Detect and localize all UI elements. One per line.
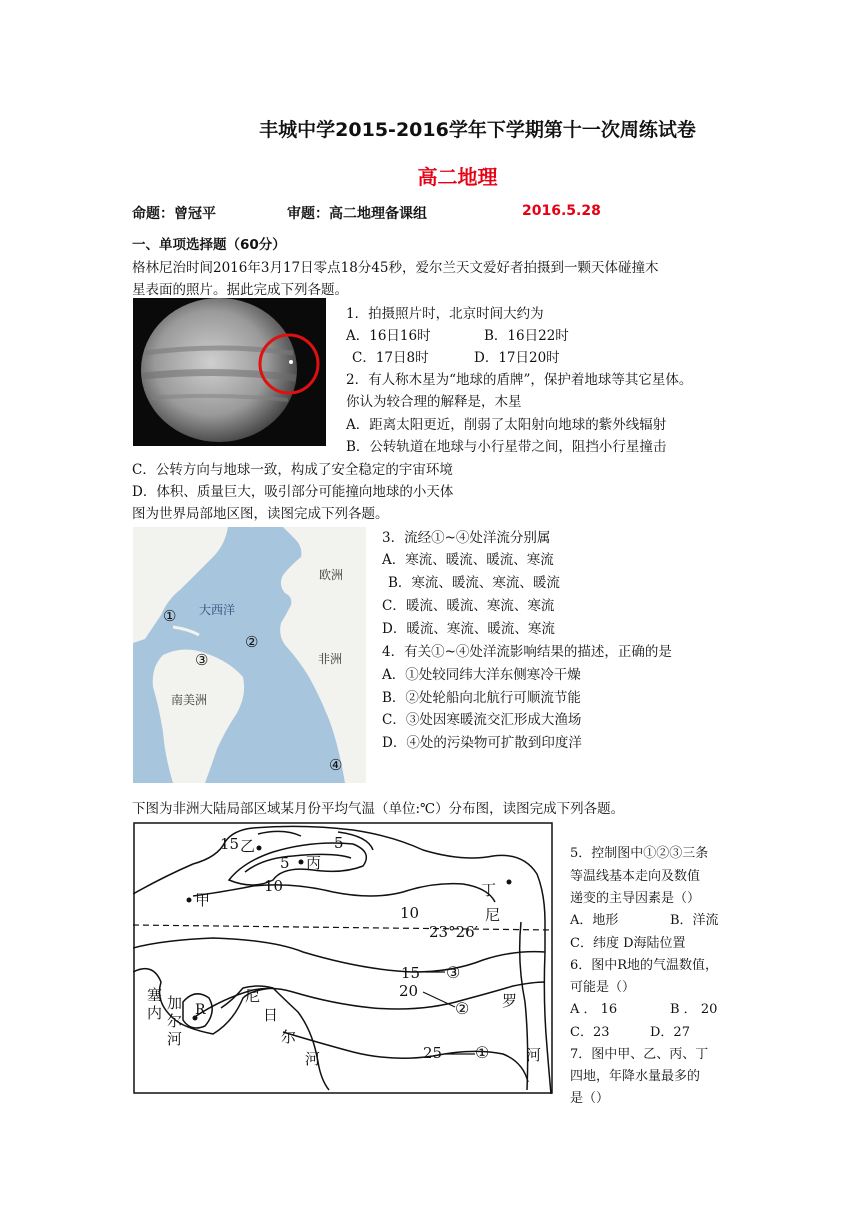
intro-text: 星表面的照片。据此完成下列各题。 xyxy=(132,282,348,298)
q5-stem: 5．控制图中①②③三条 xyxy=(570,846,709,861)
current-marker-4: ④ xyxy=(329,756,343,774)
q2-option-c: C．公转方向与地球一致，构成了安全稳定的宇宙环境 xyxy=(132,462,453,478)
atlantic-label: 大西洋 xyxy=(199,603,236,617)
q4-option-d: D．④处的污染物可扩散到印度洋 xyxy=(382,735,582,751)
isotherm-marker-1: ① xyxy=(475,1043,490,1062)
nile-label: 河 xyxy=(526,1046,542,1064)
tropic-label: 23°26′ xyxy=(429,923,479,941)
senegal-label: 河 xyxy=(167,1030,183,1048)
senegal-label: 尔 xyxy=(167,1012,183,1030)
jupiter-photo xyxy=(133,298,326,446)
isotherm-marker-2: ② xyxy=(455,999,470,1018)
subject-title: 高二地理 xyxy=(417,165,498,189)
isotherm-label: 5 xyxy=(280,854,290,872)
isotherm-label: 10 xyxy=(264,877,284,895)
africa-label: 非洲 xyxy=(318,652,343,666)
q6-stem: 可能是（） xyxy=(570,980,636,995)
current-marker-3: ③ xyxy=(195,651,209,669)
q2-stem: 2．有人称木星为“地球的盾牌”，保护着地球等其它星体。 xyxy=(346,372,693,388)
nile-label: 罗 xyxy=(502,992,518,1010)
current-marker-1: ① xyxy=(163,607,177,625)
q5-option-a: A．地形 xyxy=(570,913,619,928)
isotherm-label: 15 xyxy=(401,964,421,982)
senegal-label: 内 xyxy=(147,1004,163,1022)
q7-stem: 是（） xyxy=(570,1091,610,1106)
q2-option-b: B．公转轨道在地球与小行星带之间，阻挡小行星撞击 xyxy=(346,439,667,455)
q1-stem: 1．拍摄照片时，北京时间大约为 xyxy=(346,306,544,322)
q6-option-c: C．23 xyxy=(570,1025,610,1040)
africa-isotherm-map xyxy=(133,822,553,1094)
q6-option-d: D．27 xyxy=(650,1025,690,1040)
q3-option-c: C．暖流、暖流、寒流、寒流 xyxy=(382,598,555,614)
q6-option-b: B ． 20 xyxy=(670,1002,718,1017)
isotherm-label: 5 xyxy=(334,834,344,852)
q5-option-cd: C．纬度 D海陆位置 xyxy=(570,936,686,951)
q4-option-c: C．③处因寒暖流交汇形成大渔场 xyxy=(382,712,582,728)
q2-option-d: D．体积、质量巨大，吸引部分可能撞向地球的小天体 xyxy=(132,484,454,500)
exam-title: 丰城中学2015-2016学年下学期第十一次周练试卷 xyxy=(259,119,696,141)
q5-stem: 递变的主导因素是（） xyxy=(570,891,701,906)
place-r: R xyxy=(195,1002,206,1018)
q6-option-a: A ． 16 xyxy=(570,1002,618,1017)
exam-date: 2016.5.28 xyxy=(522,203,601,219)
q3-stem: 3．流经①~④处洋流分别属 xyxy=(382,530,551,546)
niger-label: 日 xyxy=(263,1006,279,1024)
q3-option-d: D．暖流、寒流、暖流、寒流 xyxy=(382,621,555,637)
intro-text: 图为世界局部地区图，读图完成下列各题。 xyxy=(132,506,389,522)
niger-label: 尼 xyxy=(245,987,261,1005)
current-marker-2: ② xyxy=(245,633,259,651)
q5-stem: 等温线基本走向及数值 xyxy=(570,869,701,884)
atlantic-map xyxy=(133,527,366,783)
q3-option-b: B．寒流、暖流、寒流、暖流 xyxy=(388,575,560,591)
q2-option-a: A．距离太阳更近，削弱了太阳射向地球的紫外线辐射 xyxy=(346,417,667,433)
intro-text: 格林尼治时间2016年3月17日零点18分45秒，爱尔兰天文爱好者拍摄到一颗天体碰撞木 xyxy=(132,260,659,276)
q4-option-a: A．①处较同纬大洋东侧寒冷干燥 xyxy=(382,667,581,683)
section-heading: 一、单项选择题（60分） xyxy=(132,237,286,253)
q7-stem: 7．图中甲、乙、丙、丁 xyxy=(570,1047,709,1062)
south-america-label: 南美洲 xyxy=(171,693,208,707)
q1-option-b: B．16日22时 xyxy=(484,328,569,344)
isotherm-label: 15 xyxy=(220,835,240,853)
europe-label: 欧洲 xyxy=(319,568,344,582)
place-ding: 丁 xyxy=(481,881,497,899)
q6-stem: 6．图中R地的气温数值， xyxy=(570,958,719,973)
place-bing: 丙 xyxy=(306,854,322,872)
place-jia: 甲 xyxy=(195,891,211,909)
isotherm-marker-3: ③ xyxy=(446,963,461,982)
q7-stem: 四地，年降水量最多的 xyxy=(570,1069,701,1084)
q4-option-b: B．②处轮船向北航行可顺流节能 xyxy=(382,690,581,706)
q5-option-b: B．洋流 xyxy=(670,913,719,928)
q1-option-c: C．17日8时 xyxy=(352,350,429,366)
q4-stem: 4．有关①~④处洋流影响结果的描述，正确的是 xyxy=(382,644,672,660)
place-yi: 乙 xyxy=(240,837,256,855)
author-line: 命题：曾冠平 xyxy=(132,206,216,222)
q1-option-d: D．17日20时 xyxy=(474,350,560,366)
niger-label: 尔 xyxy=(281,1028,297,1046)
intro-text: 下图为非洲大陆局部区域某月份平均气温（单位:℃）分布图，读图完成下列各题。 xyxy=(132,801,625,817)
q1-option-a: A．16日16时 xyxy=(346,328,431,344)
isotherm-label: 20 xyxy=(399,982,419,1000)
q2-stem: 你认为较合理的解释是，木星 xyxy=(346,394,522,410)
reviewer-line: 审题：高二地理备课组 xyxy=(287,206,427,222)
niger-label: 河 xyxy=(305,1050,321,1068)
q3-option-a: A．寒流、暖流、暖流、寒流 xyxy=(382,552,554,568)
senegal-label: 加 xyxy=(167,994,183,1012)
senegal-label: 塞 xyxy=(147,986,163,1004)
isotherm-label: 10 xyxy=(400,904,420,922)
isotherm-label: 25 xyxy=(423,1044,443,1062)
nile-label: 尼 xyxy=(485,906,501,924)
